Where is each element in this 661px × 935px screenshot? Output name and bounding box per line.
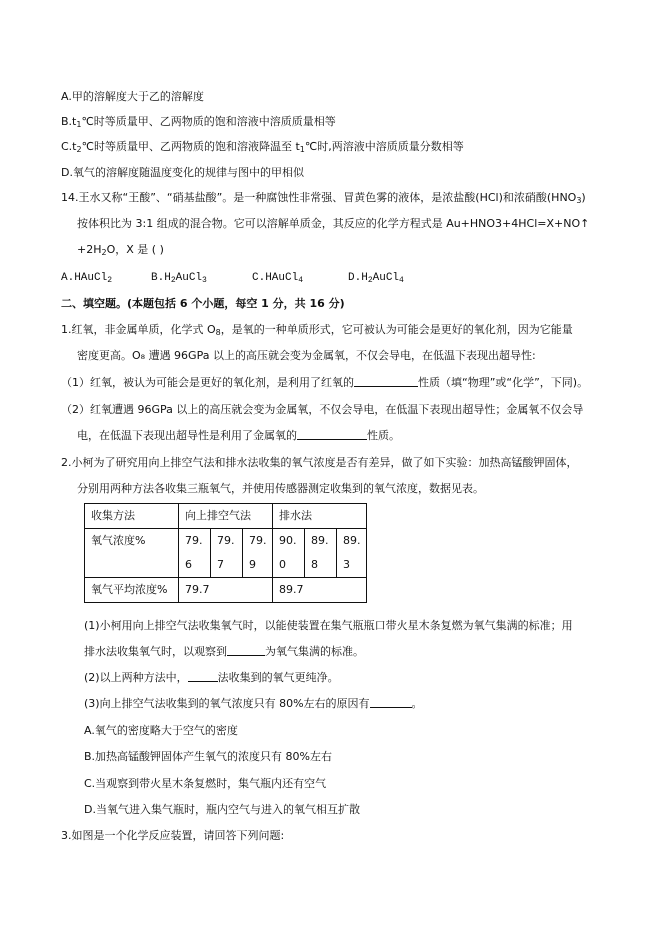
q1-part1-a: （1）红氧，被认为可能会是更好的氧化剂，是利用了红氧的	[61, 376, 354, 389]
table-cell-part: 89.	[311, 534, 329, 547]
answer-blank[interactable]	[188, 671, 218, 682]
q1-line1-a: 1.红氧，非金属单质，化学式 O	[61, 323, 216, 336]
q14-option-d-mid: AuCl	[372, 272, 400, 284]
table-cell-part: 3	[343, 558, 350, 571]
table-header-method: 收集方法	[85, 504, 179, 529]
q1-part1	[61, 376, 588, 390]
q1-stem-line2: 密度更高。O₈ 遭遇 96GPa 以上的高压就会变为金属氧，不仅会导电，在低温下表现出超导性:	[77, 349, 536, 362]
q2-sub2-b: 法收集到的氧气更纯净。	[217, 671, 339, 684]
q14-line1-b: )	[581, 191, 586, 204]
q14-option-d-sub2: 4	[399, 276, 404, 285]
q14-stem-line2: 按体积比为 3:1 组成的混合物。它可以溶解单质金，其反应的化学方程式是 Au+HNO3+4HCl=X+NO↑	[77, 217, 590, 230]
section-2-heading: 二、填空题。(本题包括 6 个小题，每空 1 分，共 16 分)	[61, 297, 345, 310]
table-label-average: 氧气平均浓度%	[85, 578, 179, 603]
q13-option-c-sub2: 1	[299, 145, 305, 154]
table-cell	[243, 529, 273, 578]
q1-part1-b: 性质（填“物理”或“化学”，下同)。	[418, 376, 589, 389]
q13-option-c-sub: 2	[76, 145, 82, 154]
q2-stem-line1: 2.小柯为了研究用向上排空气法和排水法收集的氧气浓度是否有差异，做了如下实验：加热高锰酸钾固体，	[61, 456, 578, 469]
q2-sub3-b: 。	[411, 697, 423, 710]
q1-part2-a: 电，在低温下表现出超导性是利用了金属氧的	[77, 429, 297, 442]
q13-option-b-sub: 1	[76, 120, 82, 129]
table-cell-part: 79.	[249, 534, 267, 547]
q2-stem-line2: 分别用两种方法各收集三瓶氧气，并使用传感器测定收集到的氧气浓度，数据见表。	[77, 482, 484, 495]
q2-option-c: C.当观察到带火星木条复燃时，集气瓶内还有空气	[84, 777, 327, 790]
table-cell	[305, 529, 337, 578]
table-row	[85, 529, 367, 578]
table-cell-part: 7	[217, 558, 224, 571]
q2-sub1-b: 为氧气集满的标准。	[265, 645, 364, 658]
table-header-water: 排水法	[273, 504, 367, 529]
q14-option-d	[348, 271, 404, 285]
q2-sub3	[84, 697, 423, 711]
q14-option-d-sub1: 2	[367, 276, 373, 285]
table-cell-part: 79.	[217, 534, 235, 547]
q1-line1-b: ，是氧的一种单质形式，它可被认为可能会是更好的氧化剂，因为它能量	[220, 323, 573, 336]
table-cell	[211, 529, 243, 578]
q13-option-b-post: ℃时等质量甲、乙两物质的饱和溶液中溶质质量相等	[81, 115, 336, 128]
table-cell-part: 90.	[279, 534, 297, 547]
q2-option-d: D.当氧气进入集气瓶时，瓶内空气与进入的氧气相互扩散	[84, 803, 360, 816]
q13-option-c	[61, 140, 464, 154]
table-cell-part: 89.	[343, 534, 361, 547]
q2-sub3-a: (3)向上排空气法收集到的氧气浓度只有 80%左右的原因有	[84, 697, 370, 710]
q2-sub1-line1: (1)小柯用向上排空气法收集氧气时，以能使装置在集气瓶瓶口带火星木条复燃为氧气集满的标准；用	[84, 619, 573, 632]
answer-blank[interactable]	[297, 429, 367, 440]
q14-option-c-sub: 4	[298, 276, 304, 285]
q1-stem-line1	[61, 323, 573, 337]
answer-blank[interactable]	[354, 376, 418, 387]
q14-option-c-pre: C.HAuCl	[252, 272, 299, 284]
q2-option-a: A.氧气的密度略大于空气的密度	[84, 724, 238, 737]
table-row	[85, 578, 367, 603]
q14-option-b-sub1: 2	[170, 276, 176, 285]
table-row	[85, 504, 367, 529]
q14-line3-a: +2H	[77, 243, 102, 256]
q13-option-a: A.甲的溶解度大于乙的溶解度	[61, 90, 204, 103]
q2-sub1-a: 排水法收集氧气时，以观察到	[84, 645, 227, 658]
table-cell-part: 0	[279, 558, 286, 571]
q1-part2-line1: （2）红氧遭遇 96GPa 以上的高压就会变为金属氧，不仅会导电，在低温下表现出超导性；金属氧不仅会导	[61, 403, 584, 416]
table-cell-up-average: 79.7	[179, 578, 273, 603]
q14-option-a-sub: 2	[107, 276, 113, 285]
table-cell	[337, 529, 367, 578]
q14-option-c	[252, 271, 303, 285]
q13-option-b-pre: B.t	[61, 115, 77, 128]
answer-blank[interactable]	[227, 645, 265, 656]
table-cell-part: 9	[249, 558, 256, 571]
answer-blank[interactable]	[370, 697, 412, 708]
q14-option-b-pre: B.H	[151, 272, 171, 284]
q1-part2-line2	[77, 429, 400, 443]
q3-stem-line1: 3.如图是一个化学反应装置，请回答下列问题:	[61, 829, 285, 842]
q14-option-a	[61, 271, 112, 285]
q14-option-b-sub2: 3	[202, 276, 207, 285]
q2-option-b: B.加热高锰酸钾固体产生氧气的浓度只有 80%左右	[84, 750, 332, 763]
table-cell-part: 79.	[185, 534, 203, 547]
q2-sub1-line2	[84, 645, 364, 659]
q13-option-c-mid: ℃时等质量甲、乙两物质的饱和溶液降温至 t	[81, 140, 300, 153]
oxygen-data-table	[84, 503, 367, 603]
q2-sub2-a: (2)以上两种方法中，	[84, 671, 188, 684]
q14-line1-a: 14.王水又称“王酸”、“硝基盐酸”。是一种腐蚀性非常强、冒黄色雾的液体，是浓盐酸(HCl)和浓硝酸(HNO	[61, 191, 577, 204]
table-label-concentration: 氧气浓度%	[85, 529, 179, 578]
table-cell-part: 8	[311, 558, 318, 571]
q14-option-d-pre: D.H	[348, 272, 368, 284]
q13-option-d: D.氧气的溶解度随温度变化的规律与图中的甲相似	[61, 166, 304, 179]
q14-option-a-pre: A.HAuCl	[61, 272, 108, 284]
q14-option-b	[151, 271, 207, 285]
q14-line3-b: O，X 是 ( )	[106, 243, 164, 256]
q1-part2-b: 性质。	[367, 429, 400, 442]
q13-option-c-pre: C.t	[61, 140, 77, 153]
q14-option-b-mid: AuCl	[175, 272, 203, 284]
q1-line1-sub: 8	[215, 328, 221, 337]
q14-stem-line1	[61, 191, 586, 205]
q14-line3-sub: 2	[101, 248, 107, 257]
table-cell-water-average: 89.7	[273, 578, 367, 603]
table-cell-part: 6	[185, 558, 192, 571]
table-cell	[273, 529, 305, 578]
q13-option-c-post: ℃时,两溶液中溶质质量分数相等	[304, 140, 464, 153]
q14-stem-line3	[77, 243, 164, 257]
q14-line1-sub: 3	[576, 196, 582, 205]
table-header-upward: 向上排空气法	[179, 504, 273, 529]
q2-sub2	[84, 671, 339, 685]
table-cell	[179, 529, 211, 578]
q13-option-b	[61, 115, 336, 129]
